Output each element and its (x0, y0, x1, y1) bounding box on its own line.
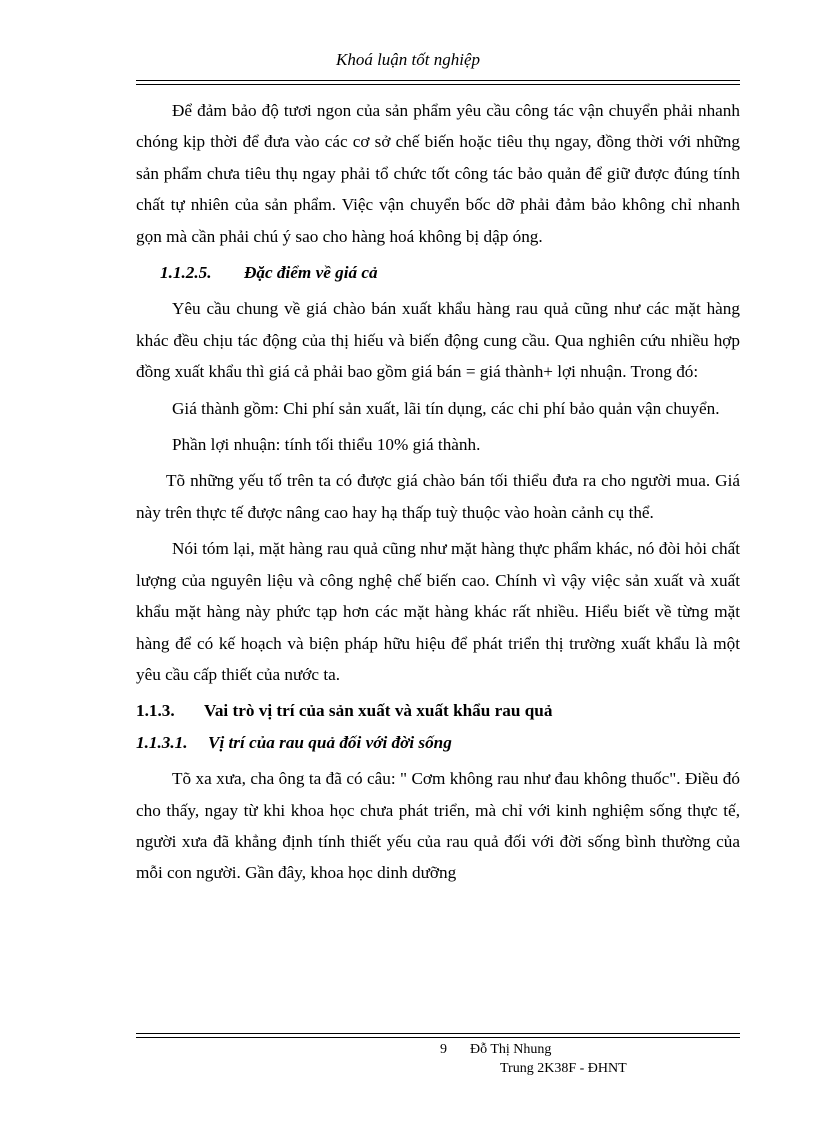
page-number: 9 (440, 1042, 447, 1057)
paragraph-price-requirements: Yêu cầu chung về giá chào bán xuất khẩu hàng rau quả cũng như các mặt hàng khác đều chịu tác động của thị hiếu và biến động cung cầu. Qua nghiên cứu nhiều hợp đồng xuất khẩu thì giá cả phải bao gồm giá bán = giá thành+ lợi nhuận. Trong đó: (136, 299, 740, 382)
author-class: Trung 2K38F - ĐHNT (500, 1061, 627, 1076)
heading-number: 1.1.3.1. (136, 732, 188, 752)
heading-title: Đặc điểm về giá cả (244, 263, 378, 283)
heading-position-in-life (136, 727, 740, 758)
page-header-title: Khoá luận tốt nghiệp (335, 50, 481, 69)
heading-number: 1.1.3. (136, 701, 175, 721)
paragraph-profit: Phần lợi nhuận: tính tối thiểu 10% giá thành. (172, 435, 481, 455)
heading-price-characteristics (136, 257, 740, 288)
paragraph-minimum-price: Tõ những yếu tố trên ta có được giá chào bán tối thiểu đưa ra cho người mua. Giá này trên thực tế được nâng cao hay hạ thấp tuỳ thuộc vào hoàn cảnh cụ thể. (136, 471, 740, 522)
paragraph-proverb: Tõ xa xưa, cha ông ta đã có câu: " Cơm không rau như đau không thuốc". Điều đó cho thấy, ngay từ khi khoa học chưa phát triển, mà chỉ với kinh nghiệm sống thực tế, người xưa đã khẳng định tính thiết yếu của rau quả đối với đời sống bình thường của mỗi con người. Gần đây, khoa học dinh dưỡng (136, 769, 740, 883)
paragraph-summary: Nói tóm lại, mặt hàng rau quả cũng như mặt hàng thực phẩm khác, nó đòi hỏi chất lượng của nguyên liệu và công nghệ chế biến cao. Chính vì vậy việc sản xuất và xuất khẩu mặt hàng này phức tạp hơn các mặt hàng khác rất nhiều. Hiểu biết về từng mặt hàng để có kế hoạch và biện pháp hữu hiệu để phát triển thị trường xuất khẩu là một yêu cầu cấp thiết của nước ta. (136, 539, 740, 684)
paragraph-cost-components: Giá thành gồm: Chi phí sản xuất, lãi tín dụng, các chi phí bảo quản vận chuyển. (172, 398, 720, 418)
heading-role-position (136, 695, 740, 726)
heading-number: 1.1.2.5. (160, 263, 212, 283)
heading-title: Vai trò vị trí của sản xuất và xuất khẩu rau quả (204, 701, 553, 721)
footer-divider (136, 1033, 740, 1038)
document-body (136, 95, 740, 889)
heading-title: Vị trí của rau quả đối với đời sống (208, 732, 452, 752)
author-name: Đỗ Thị Nhung (470, 1042, 552, 1057)
paragraph-transport: Để đảm bảo độ tươi ngon của sản phẩm yêu cầu công tác vận chuyển phải nhanh chóng kịp thời để đưa vào các cơ sở chế biến hoặc tiêu thụ ngay, đồng thời với những sản phẩm chưa tiêu thụ ngay phải tổ chức tốt công tác bảo quản để giữ được đúng tính chất tự nhiên của sản phẩm. Việc vận chuyển bốc dỡ phải đảm bảo không chỉ nhanh gọn mà cần phải chú ý sao cho hàng hoá không bị dập óng. (136, 101, 740, 246)
header-divider (136, 80, 740, 85)
